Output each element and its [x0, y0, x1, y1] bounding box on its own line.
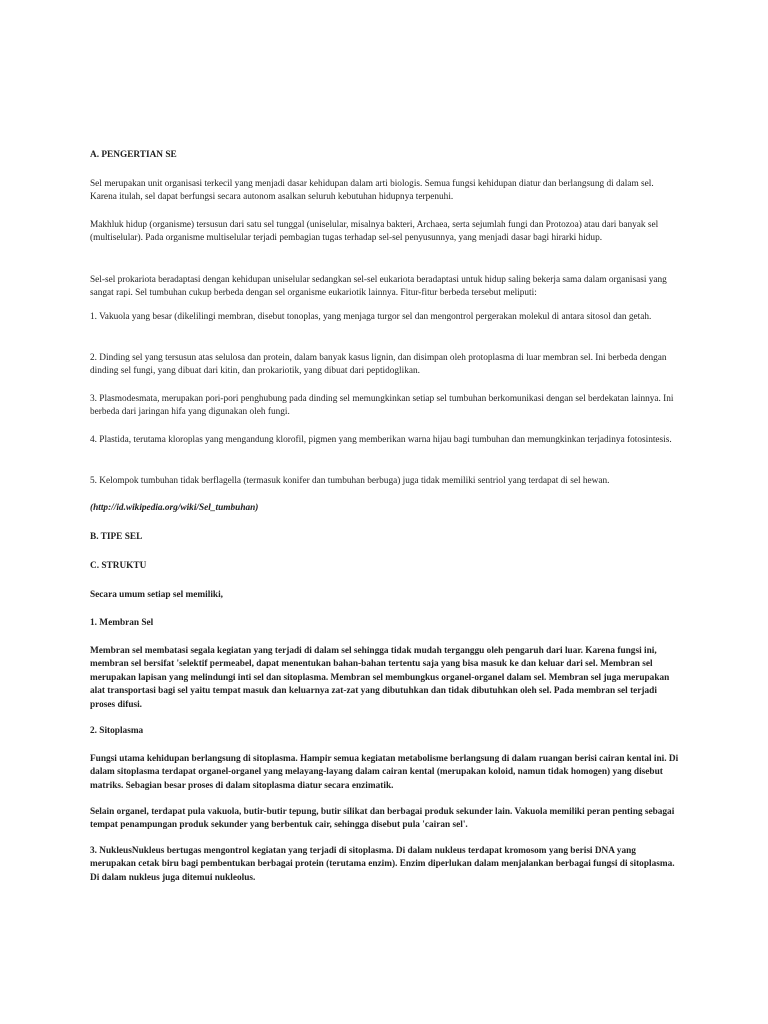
nukleus-text: 3. NukleusNukleus bertugas mengontrol kegiatan yang terjadi di sitoplasma. Di dalam nukleus terdapat kromosom yang berisi DNA yang merupakan cetak biru bagi pembentukan berbagai protein (terutama enzim). Enzim diperlukan dalam menjalankan berbagai fungsi di sitoplasma. Di dalam nukleus juga ditemui nukleolus. — [90, 846, 675, 883]
paragraph: Sel-sel prokariota beradaptasi dengan kehidupan uniselular sedangkan sel-sel eukariota beradaptasi untuk hidup saling bekerja sama dalam organisasi yang sangat rapi. Sel tumbuhan cukup berbeda dengan sel organisme eukariotik lainnya. Fitur-fitur berbeda tersebut meliputi: — [90, 275, 667, 299]
section-b-heading: B. TIPE SEL — [90, 532, 143, 542]
list-item: 3. Plasmodesmata, merupakan pori-pori penghubung pada dinding sel memungkinkan setiap sel tumbuhan berkomunikasi dengan sel berdekatan lainnya. Ini berbeda dari jaringan hifa yang digunakan oleh fungi. — [90, 394, 674, 418]
list-item: 4. Plastida, terutama kloroplas yang mengandung klorofil, pigmen yang memberikan warna hijau bagi tumbuhan dan memungkinkan terjadinya fotosintesis. — [90, 435, 672, 445]
paragraph: Makhluk hidup (organisme) tersusun dari satu sel tunggal (uniselular, misalnya bakteri, Archaea, serta sejumlah fungi dan Protozoa) atau dari banyak sel (multiselular). Pada organisme multiselular terjadi pembagian tugas terhadap sel-sel penyusunnya, yang menjadi dasar bagi hirarki hidup. — [90, 220, 659, 244]
list-item: 2. Dinding sel yang tersusun atas selulosa dan protein, dalam banyak kasus lignin, dan disimpan oleh protoplasma di luar membran sel. Ini berbeda dengan dinding sel fungi, yang dibuat dari kitin, dan prokariotik, yang dibuat dari peptidoglikan. — [90, 353, 667, 377]
paragraph: Sel merupakan unit organisasi terkecil yang menjadi dasar kehidupan dalam arti biologis. Semua fungsi kehidupan diatur dan berlangsung di dalam sel. Karena itulah, sel dapat berfungsi secara autonom asalkan seluruh kebutuhan hidupnya terpenuhi. — [90, 179, 654, 203]
sitoplasma-heading: 2. Sitoplasma — [90, 726, 144, 736]
source-link[interactable]: (http://id.wikipedia.org/wiki/Sel_tumbuhan) — [90, 503, 259, 513]
section-c-heading: C. STRUKTU — [90, 561, 147, 571]
section-c-intro: Secara umum setiap sel memiliki, — [90, 590, 223, 600]
list-item: 1. Vakuola yang besar (dikelilingi membran, disebut tonoplas, yang menjaga turgor sel dan mengontrol pergerakan molekul di antara sitosol dan getah. — [90, 312, 652, 322]
sitoplasma-text: Selain organel, terdapat pula vakuola, butir-butir tepung, butir silikat dan berbagai produk sekunder lain. Vakuola memiliki peran penting sebagai tempat penampungan produk sekunder yang berbentuk cair, sehingga disebut pula 'cairan sel'. — [90, 807, 675, 831]
membran-heading: 1. Membran Sel — [90, 618, 154, 628]
sitoplasma-text: Fungsi utama kehidupan berlangsung di sitoplasma. Hampir semua kegiatan metabolisme berlangsung di dalam ruangan berisi cairan kental ini. Di dalam sitoplasma terdapat organel-organel yang melayang-layang dalam cairan kental (merupakan koloid, namun tidak homogen) yang disebut matriks. Sebagian besar proses di dalam sitoplasma diatur secara enzimatik. — [90, 754, 679, 791]
membran-text: Membran sel membatasi segala kegiatan yang terjadi di dalam sel sehingga tidak mudah terganggu oleh pengaruh dari luar. Karena fungsi ini, membran sel bersifat 'selektif permeabel, dapat menentukan bahan-bahan tertentu saja yang bisa masuk ke dan keluar dari sel. Membran sel merupakan lapisan yang melindungi inti sel dan sitoplasma. Membran sel membungkus organel-organel dalam sel. Membran sel juga merupakan alat transportasi bagi sel yaitu tempat masuk dan keluarnya zat-zat yang dibutuhkan dan tidak dibutuhkan oleh sel. Pada membran sel terjadi proses difusi. — [90, 646, 670, 710]
list-item: 5. Kelompok tumbuhan tidak berflagella (termasuk konifer dan tumbuhan berbuga) juga tidak memiliki sentriol yang terdapat di sel hewan. — [90, 476, 610, 486]
section-a-heading: A. PENGERTIAN SE — [90, 150, 177, 160]
